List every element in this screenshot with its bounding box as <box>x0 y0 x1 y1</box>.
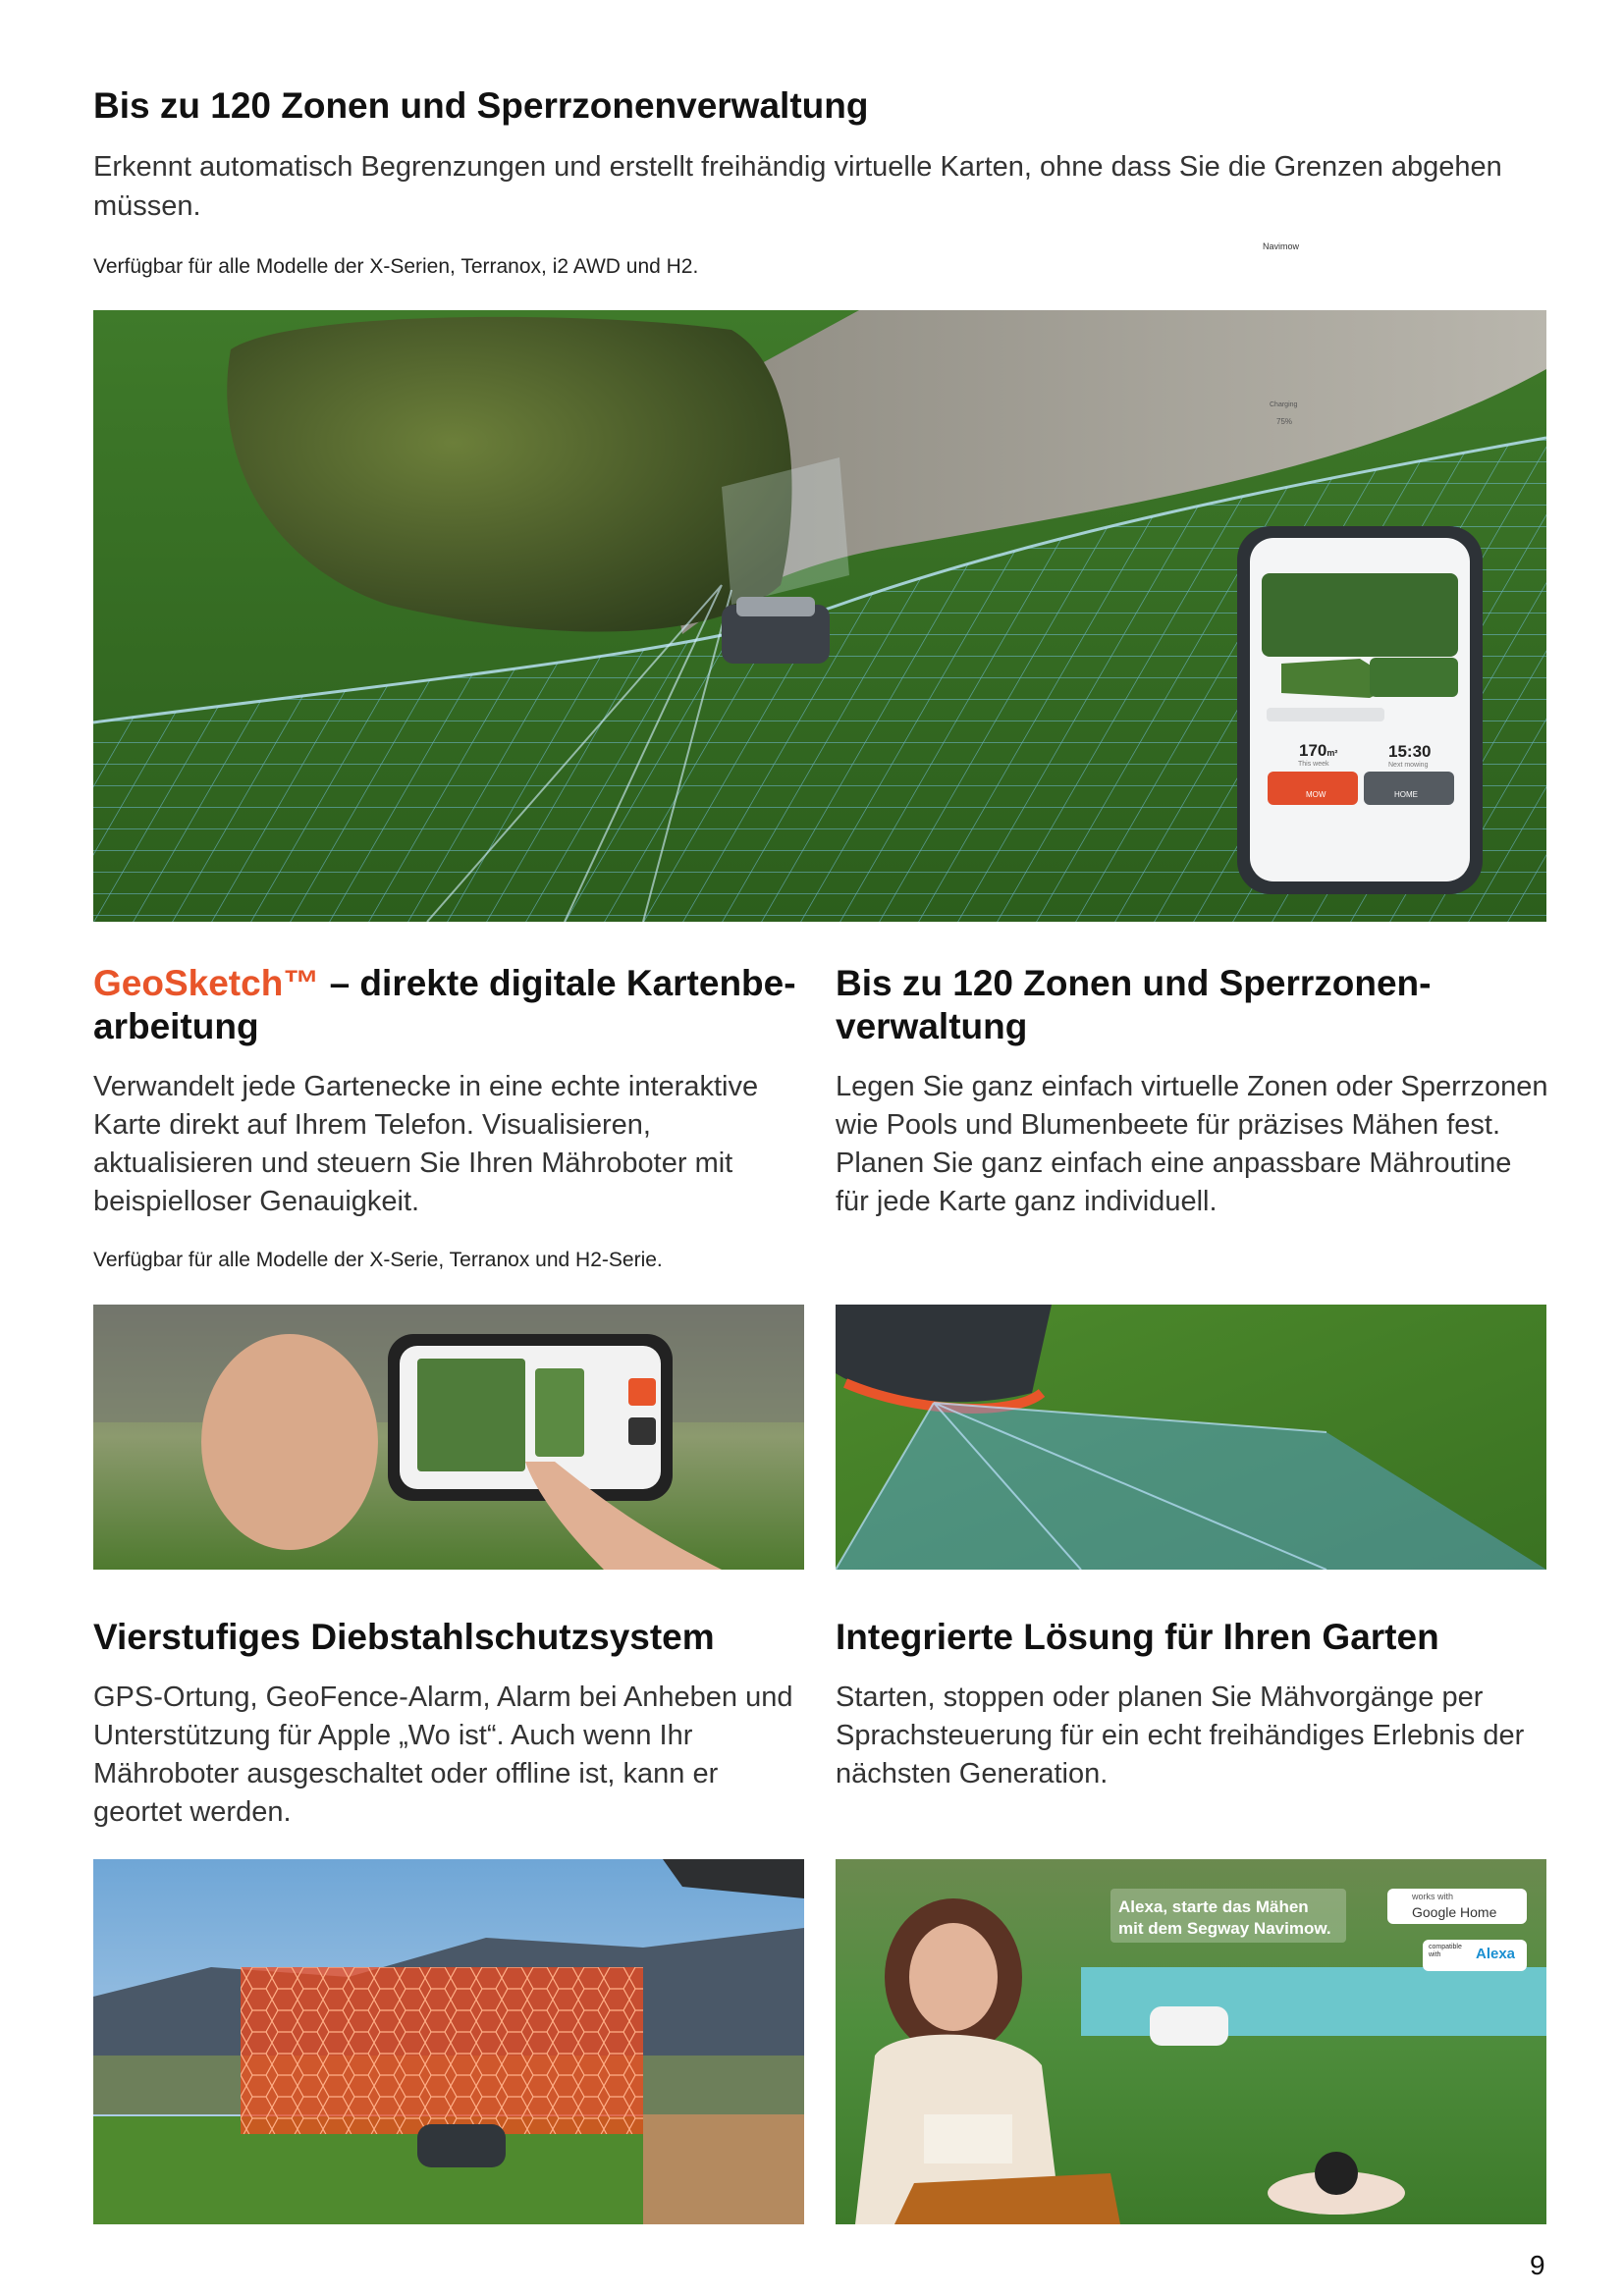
alexa-badge-small: compatible with <box>1429 1944 1462 1958</box>
alexa-badge: Alexa <box>1476 1946 1516 1962</box>
geosketch-brand: GeoSketch™ <box>93 963 320 1003</box>
mower-lidar-grass-image <box>836 1305 1546 1570</box>
phone-area-label: This week <box>1298 761 1329 768</box>
intro-text: Erkennt automatisch Begrenzungen und erstellt freihändig virtuelle Karten, ohne dass Sie die Grenzen abgehen müssen. <box>93 151 1502 222</box>
geofence-mountain-image <box>93 1859 804 2224</box>
integrated-title: Integrierte Lösung für Ihren Garten <box>836 1617 1439 1657</box>
theft-text: GPS-Ortung, GeoFence-Alarm, Alarm bei Anheben und Unterstützung für Apple „Wo ist“. Auch wenn Ihr Mähroboter ausgeschaltet oder offline ist, kann er geortet werden. <box>93 1682 793 1828</box>
phone-status: Charging <box>1270 401 1298 408</box>
phone-mow-button[interactable]: MOW <box>1306 790 1326 799</box>
integrated-text: Starten, stoppen oder planen Sie Mähvorgänge per Sprachsteuerung für ein echt freihändiges Erlebnis der nächsten Generation. <box>836 1682 1525 1789</box>
voice-command-caption: Alexa, starte das Mähen mit dem Segway Navimow. <box>1118 1897 1331 1938</box>
phone-time-value: 15:30 <box>1388 742 1432 761</box>
page-number: 9 <box>1530 2250 1545 2280</box>
phone-area-value: 170m² <box>1299 741 1338 760</box>
phone-app-title: Navimow <box>1263 241 1300 251</box>
geosketch-text: Verwandelt jede Gartenecke in eine echte interaktive Karte direkt auf Ihrem Telefon. Visualisieren, aktualisieren und steuern Sie Ihren Mähroboter mit beispielloser Genauigkeit. <box>93 1071 759 1217</box>
availability-note: Verfügbar für alle Modelle der X-Serien, Terranox, i2 AWD und H2. <box>93 255 699 278</box>
geosketch-hands-phone-image <box>93 1305 804 1570</box>
google-badge-small: works with <box>1412 1892 1454 1901</box>
page-title: Bis zu 120 Zonen und Sperrzonenverwaltung <box>93 85 869 126</box>
hero-image-lawn-virtual-map <box>93 310 1546 922</box>
zones-title: Bis zu 120 Zonen und Sperrzonen- verwaltung <box>836 963 1432 1046</box>
phone-battery: 75% <box>1276 417 1293 426</box>
phone-time-label: Next mowing <box>1388 762 1429 769</box>
theft-title: Vierstufiges Diebstahlschutzsystem <box>93 1617 715 1657</box>
google-home-badge: Google Home <box>1412 1904 1497 1920</box>
geosketch-note: Verfügbar für alle Modelle der X-Serie, Terranox und H2-Serie. <box>93 1249 663 1271</box>
phone-home-button[interactable]: HOME <box>1394 790 1418 799</box>
zones-text: Legen Sie ganz einfach virtuelle Zonen oder Sperrzonen wie Pools und Blumenbeete für präzises Mähen fest. Planen Sie ganz einfach eine anpassbare Mähroutine für jede Karte ganz individuell. <box>836 1071 1548 1217</box>
geosketch-title: GeoSketch™ – direkte digitale Kartenbe- arbeitung <box>93 963 796 1046</box>
